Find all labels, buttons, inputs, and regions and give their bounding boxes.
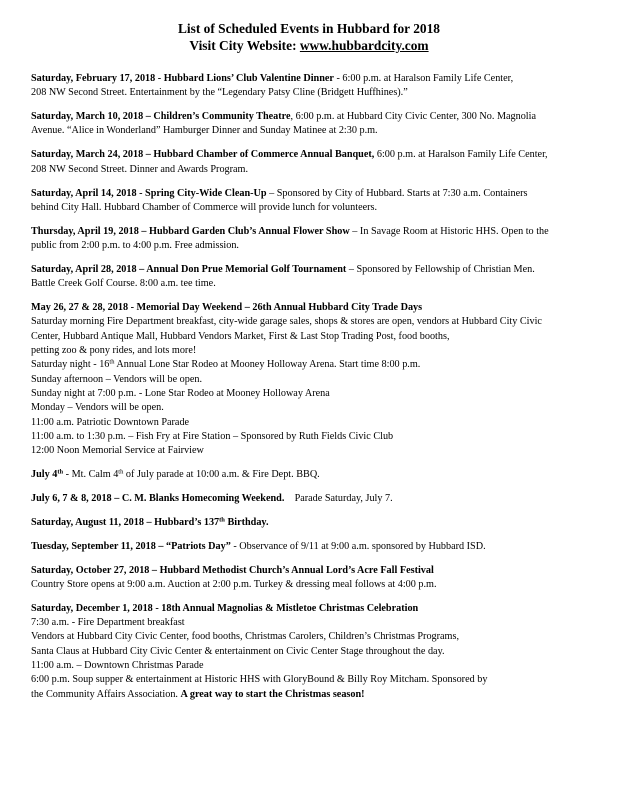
event-detail: Monday – Vendors will be open. [31, 402, 164, 414]
event-dec1 [31, 602, 596, 702]
event-detail: – In Savage Room at Historic HHS. Open to the [349, 225, 549, 237]
event-detail: Sunday night at 7:00 p.m. - Lone Star Rodeo at Mooney Holloway Arena [31, 387, 330, 399]
event-detail: – Sponsored by City of Hubbard. Starts at 7:30 a.m. Containers [266, 187, 528, 199]
event-apr14 [31, 187, 596, 216]
event-detail: , 6:00 p.m. at Hubbard City Civic Center, 300 No. Magnolia [290, 111, 536, 123]
event-heading: Saturday, March 10, 2018 – Children’s Community Theatre [31, 111, 291, 123]
event-heading: Saturday, April 14, 2018 - Spring City-Wide Clean-Up [31, 187, 267, 199]
event-detail: Sunday afternoon – Vendors will be open. [31, 373, 202, 385]
event-feb17 [31, 72, 596, 101]
event-detail: Saturday morning Fire Department breakfast, city-wide garage sales, shops & stores are open, vendors at Hubbard City Civic [31, 316, 542, 328]
event-apr19 [31, 225, 596, 254]
event-heading-text: Saturday, August 11, 2018 – Hubbard’s 137 [31, 516, 220, 528]
event-heading: Saturday, December 1, 2018 - 18th Annual Magnolias & Mistletoe Christmas Celebration [31, 602, 419, 614]
event-detail: of July parade at 10:00 a.m. & Fire Dept. BBQ. [123, 468, 320, 480]
event-heading: May 26, 27 & 28, 2018 - Memorial Day Weekend – 26th Annual Hubbard City Trade Days [31, 302, 423, 314]
ordinal-suffix: th [109, 358, 115, 366]
event-detail: petting zoo & pony rides, and lots more! [31, 345, 197, 357]
event-detail: Battle Creek Golf Course. 8:00 a.m. tee time. [31, 278, 216, 290]
event-heading: Saturday, February 17, 2018 - Hubbard Lions’ Club Valentine Dinner [31, 73, 334, 84]
website-line [0, 37, 618, 54]
event-detail: 208 NW Second Street. Dinner and Awards Program. [31, 163, 249, 175]
event-detail: – Sponsored by Fellowship of Christian Men. [346, 263, 535, 275]
event-oct27 [31, 564, 596, 593]
event-detail: 11:00 a.m. – Downtown Christmas Parade [31, 659, 204, 671]
ordinal-suffix: th [57, 468, 64, 476]
page-title: List of Scheduled Events in Hubbard for 2018 [177, 21, 441, 36]
event-detail: the Community Affairs Association. [31, 688, 181, 700]
event-detail: - Observance of 9/11 at 9:00 a.m. sponsored by Hubbard ISD. [230, 540, 486, 552]
event-jul6 [31, 492, 596, 506]
ordinal-suffix: th [219, 516, 225, 524]
event-detail: Saturday night - 16 [31, 359, 110, 371]
event-detail: 7:30 a.m. - Fire Department breakfast [31, 617, 185, 629]
event-detail: Center, Hubbard Antique Mall, Hubbard Vendors Market, First & Last Stop Trading Post, food booths, [31, 330, 450, 342]
event-detail: Santa Claus at Hubbard City Civic Center & entertainment on Civic Center Stage throughout the day. [31, 645, 445, 657]
event-detail: 11:00 a.m. Patriotic Downtown Parade [31, 416, 190, 428]
event-sep11 [31, 540, 596, 554]
event-heading: Saturday, October 27, 2018 – Hubbard Methodist Church’s Annual Lord’s Acre Fall Festival [31, 564, 434, 576]
event-detail: Avenue. “Alice in Wonderland” Hamburger Dinner and Sunday Matinee at 2:30 p.m. [31, 125, 378, 137]
event-detail: Vendors at Hubbard City Civic Center, food booths, Christmas Carolers, Children’s Christmas Programs, [31, 631, 459, 643]
event-detail: 11:00 a.m. to 1:30 p.m. – Fish Fry at Fire Station – Sponsored by Ruth Fields Civic Club [31, 430, 394, 442]
ordinal-suffix: th [118, 468, 124, 476]
event-jul4 [31, 468, 596, 482]
website-link[interactable]: www.hubbardcity.com [299, 38, 429, 53]
event-heading: Saturday, March 24, 2018 – Hubbard Chamber of Commerce Annual Banquet, [31, 149, 375, 161]
event-list [31, 72, 596, 711]
event-detail: public from 2:00 p.m. to 4:00 p.m. Free admission. [31, 240, 239, 252]
title-block [0, 20, 618, 54]
event-detail: 6:00 p.m. Soup supper & entertainment at Historic HHS with GloryBound & Billy Roy Mitcham. Sponsored by [31, 674, 488, 686]
event-detail: 6:00 p.m. at Haralson Family Life Center, [374, 149, 548, 161]
event-apr28 [31, 263, 596, 292]
website-label: Visit City Website: [189, 38, 300, 53]
closing-tagline: A great way to start the Christmas season! [180, 688, 365, 700]
event-detail: behind City Hall. Hubbard Chamber of Commerce will provide lunch for volunteers. [31, 201, 378, 213]
event-mar24 [31, 148, 596, 177]
event-heading: July 6, 7 & 8, 2018 – C. M. Blanks Homecoming Weekend. [31, 492, 285, 504]
event-heading [31, 469, 63, 480]
event-detail: - 6:00 p.m. at Haralson Family Life Center, [333, 73, 514, 84]
event-heading [31, 517, 269, 528]
event-heading: Saturday, April 28, 2018 – Annual Don Prue Memorial Golf Tournament [31, 263, 347, 275]
event-detail: 12:00 Noon Memorial Service at Fairview [31, 445, 204, 457]
event-heading-text: July 4 [31, 468, 58, 480]
event-detail: Parade Saturday, July 7. [284, 492, 393, 504]
event-heading: Tuesday, September 11, 2018 – “Patriots Day” [31, 540, 231, 552]
event-detail: 208 NW Second Street. Entertainment by the “Legendary Patsy Cline (Bridgett Huffhines).” [31, 87, 408, 99]
event-may26 [31, 301, 596, 458]
event-detail: Annual Lone Star Rodeo at Mooney Holloway Arena. Start time 8:00 p.m. [114, 359, 421, 371]
event-mar10 [31, 110, 596, 139]
event-aug11 [31, 516, 596, 530]
event-detail: - Mt. Calm 4 [63, 468, 119, 480]
event-heading-text: Birthday. [224, 516, 269, 528]
event-detail: Country Store opens at 9:00 a.m. Auction at 2:00 p.m. Turkey & dressing meal follows at 4:00 p.m. [31, 578, 437, 590]
event-heading: Thursday, April 19, 2018 – Hubbard Garden Club’s Annual Flower Show [31, 225, 350, 237]
